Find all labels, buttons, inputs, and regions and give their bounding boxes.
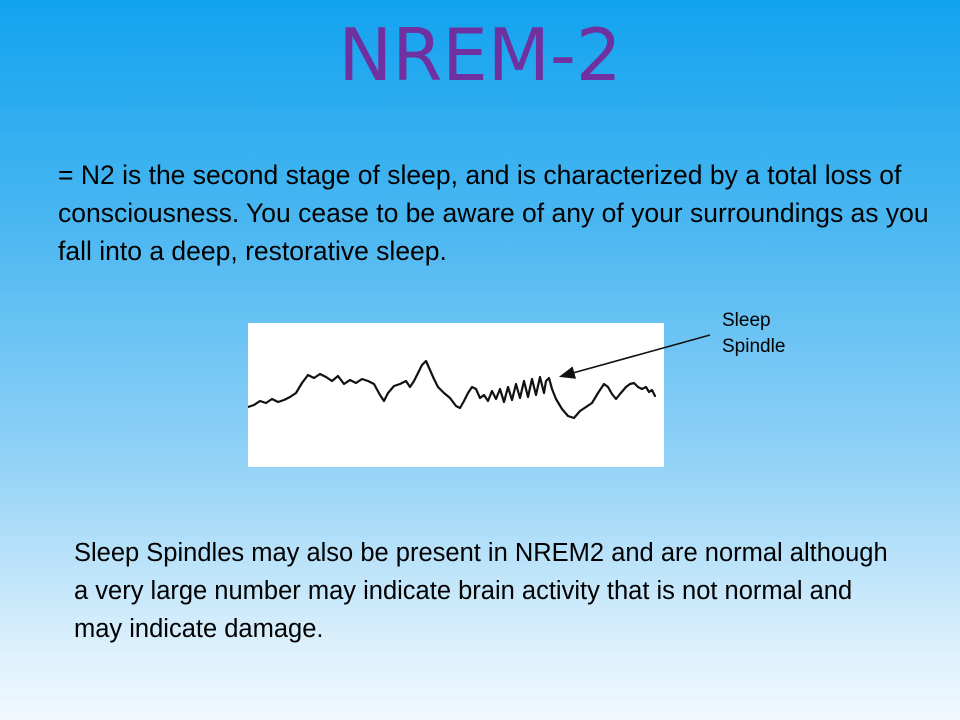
arrow-icon xyxy=(540,325,730,385)
sleep-spindle-label xyxy=(722,308,842,360)
intro-text: = N2 is the second stage of sleep, and is characterized by a total loss of consciousness. You cease to be aware of any of your surroundings as you fall into a deep, restorative sleep. xyxy=(58,160,929,266)
label-line-1: Sleep xyxy=(722,310,771,331)
label-line-2: Spindle xyxy=(722,336,786,357)
spindle-note: Sleep Spindles may also be present in NREM2 and are normal although a very large number may indicate brain activity that is not normal and may indicate damage. xyxy=(74,539,888,643)
slide-title: NREM-2 xyxy=(338,13,622,97)
